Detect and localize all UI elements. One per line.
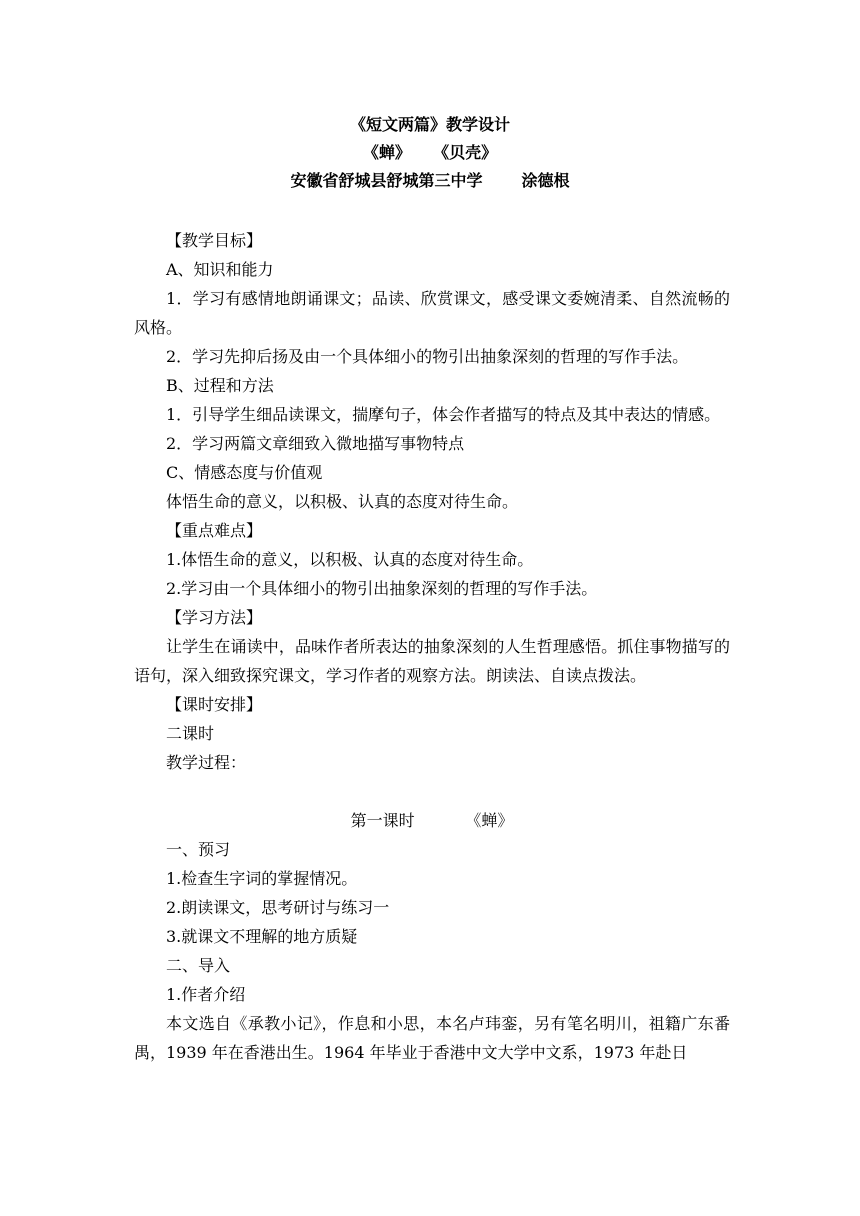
document-subtitle: 《蝉》 《贝壳》 [362,143,498,162]
objective-a2: 2．学习先抑后扬及由一个具体细小的物引出抽象深刻的哲理的写作手法。 [166,347,689,366]
objective-b1: 1．引导学生细品读课文，揣摩句子，体会作者描写的特点及其中表达的情感。 [166,405,721,424]
document-title: 《短文两篇》教学设计 [349,115,510,134]
process-label: 教学过程： [166,753,247,772]
lesson-one-heading: 第一课时 《蝉》 [350,811,514,830]
schedule-text: 二课时 [166,724,215,743]
objective-b2: 2．学习两篇文章细致入微地描写事物特点 [166,434,465,453]
preview-item-1: 1.检查生字词的掌握情况。 [166,869,358,888]
spacer [134,777,730,806]
preview-item-2: 2.朗读课文，思考研讨与练习一 [166,898,390,917]
preview-item-3: 3.就课文不理解的地方质疑 [166,927,358,946]
schedule-heading: 【课时安排】 [166,695,263,714]
lesson-part-intro: 二、导入 [166,956,231,975]
key-point-2: 2.学习由一个具体细小的物引出抽象深刻的哲理的写作手法。 [166,579,598,598]
lesson-part-preview: 一、预习 [166,840,231,859]
method-heading: 【学习方法】 [166,608,263,627]
author-heading: 1.作者介绍 [166,985,246,1004]
objective-c-heading: C、情感态度与价值观 [166,463,323,482]
key-points-heading: 【重点难点】 [166,521,263,540]
key-point-1: 1.体悟生命的意义，以积极、认真的态度对待生命。 [166,550,534,569]
objective-c1: 体悟生命的意义，以积极、认真的态度对待生命。 [166,492,519,511]
document-body [134,226,730,1067]
method-text: 让学生在诵读中，品味作者所表达的抽象深刻的人生哲理感悟。抓住事物描写的语句，深入细致探究课文，学习作者的观察方法。朗读法、自读点拨法。 [134,637,730,685]
document-title-block [0,111,860,195]
objective-a1: 1．学习有感情地朗诵课文；品读、欣赏课文，感受课文委婉清柔、自然流畅的风格。 [134,289,730,337]
objective-b-heading: B、过程和方法 [166,376,274,395]
document-author: 安徽省舒城县舒城第三中学 涂德根 [290,171,570,190]
objective-a-heading: A、知识和能力 [166,260,274,279]
author-text: 本文选自《承教小记》，作息和小思，本名卢玮銮，另有笔名明川，祖籍广东番禺，1939 年在香港出生。1964 年毕业于香港中文大学中文系，1973 年赴日 [134,1014,730,1062]
objectives-heading: 【教学目标】 [166,231,263,250]
